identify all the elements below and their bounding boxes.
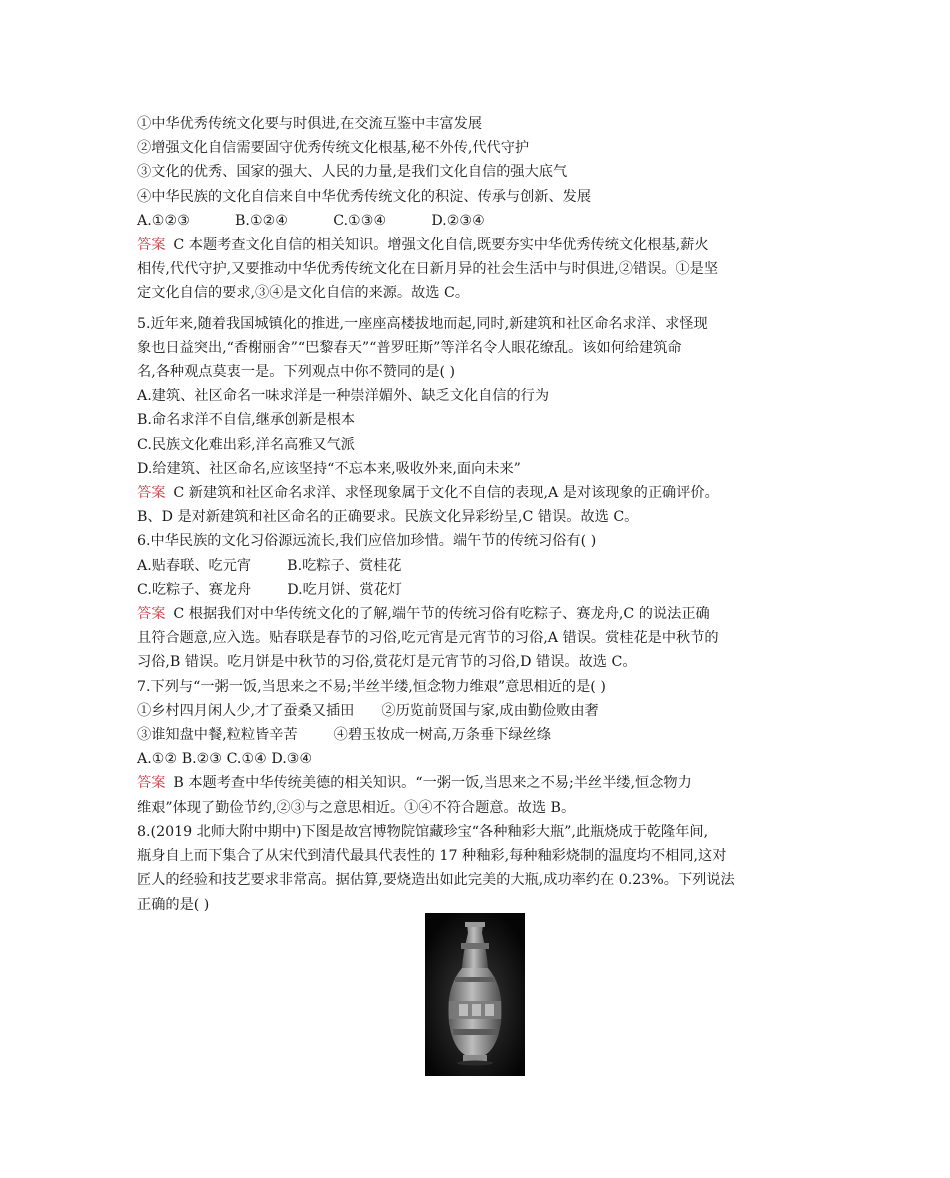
choice: B.命名求洋不自信,继承创新是根本 xyxy=(137,412,356,429)
choice: D.给建筑、社区命名,应该坚持“不忘本来,吸收外来,面向未来” xyxy=(137,460,521,477)
options: A.①② B.②③ C.①④ D.③④ xyxy=(137,751,313,768)
answer-label: 答案 xyxy=(137,237,166,254)
options: C.吃粽子、赛龙舟 D.吃月饼、赏花灯 xyxy=(137,581,402,598)
answer-line: B、D 是对新建筑和社区命名的正确要求。民族文化异彩纷呈,C 错误。故选 C。 xyxy=(137,509,639,526)
answer-line: 答案 C 根据我们对中华传统文化的了解,端午节的传统习俗有吃粽子、赛龙舟,C 的说法正确 xyxy=(137,606,710,623)
question-5 xyxy=(137,312,827,530)
vase-image xyxy=(425,913,525,1076)
document-page xyxy=(137,112,827,917)
vase-photo xyxy=(425,913,525,1076)
statement: ①乡村四月闲人少,才了蚕桑又插田 ②历览前贤国与家,成由勤俭败由奢 xyxy=(137,702,599,719)
choice: C.民族文化难出彩,洋名高雅又气派 xyxy=(137,436,355,453)
answer-line: 答案 B 本题考查中华传统美德的相关知识。“一粥一饭,当思来之不易;半丝半缕,恒念物力 xyxy=(137,775,692,792)
question-text: 象也日益突出,“香榭丽舍”“巴黎春天”“普罗旺斯”等洋名令人眼花缭乱。该如何给建筑命 xyxy=(137,339,682,356)
question-text: 7.下列与“一粥一饭,当思来之不易;半丝半缕,恒念物力维艰”意思相近的是( ) xyxy=(137,678,606,695)
answer-line: 且符合题意,应入选。贴春联是春节的习俗,吃元宵是元宵节的习俗,A 错误。赏桂花是中秋节的 xyxy=(137,630,719,647)
question-text: 6.中华民族的文化习俗源远流长,我们应倍加珍惜。端午节的传统习俗有( ) xyxy=(137,533,597,550)
question-text: 5.近年来,随着我国城镇化的推进,一座座高楼拔地而起,同时,新建筑和社区命名求洋、求怪现 xyxy=(137,315,708,332)
question-8 xyxy=(137,820,827,917)
question-text: 匠人的经验和技艺要求非常高。据估算,要烧造出如此完美的大瓶,成功率约在 0.23%。下列说法 xyxy=(137,872,735,889)
answer-label: 答案 xyxy=(137,606,166,623)
options: A.①②③ B.①②④ C.①③④ D.②③④ xyxy=(137,212,485,229)
question-text: 正确的是( ) xyxy=(137,896,210,913)
answer-line: 相传,代代守护,又要推动中华优秀传统文化在日新月异的社会生活中与时俱进,②错误。①是坚 xyxy=(137,261,719,278)
statement: ②增强文化自信需要固守优秀传统文化根基,秘不外传,代代守护 xyxy=(137,140,530,157)
answer-line: 定文化自信的要求,③④是文化自信的来源。故选 C。 xyxy=(137,285,470,302)
answer-line: 答案 C 新建筑和社区命名求洋、求怪现象属于文化不自信的表现,A 是对该现象的正确评价。 xyxy=(137,485,719,502)
answer-line: 习俗,B 错误。吃月饼是中秋节的习俗,赏花灯是元宵节的习俗,D 错误。故选 C。 xyxy=(137,654,637,671)
question-6 xyxy=(137,529,827,674)
question-text: 名,各种观点莫衷一是。下列观点中你不赞同的是( ) xyxy=(137,364,456,381)
answer-line: 答案 C 本题考查文化自信的相关知识。增强文化自信,既要夯实中华优秀传统文化根基,薪火 xyxy=(137,237,709,254)
question-7 xyxy=(137,675,827,820)
statement: ③文化的优秀、国家的强大、人民的力量,是我们文化自信的强大底气 xyxy=(137,164,568,181)
question-text: 8.(2019 北师大附中期中)下图是故宫博物院馆藏珍宝“各种釉彩大瓶”,此瓶烧成于乾隆年间, xyxy=(137,823,709,840)
question-4 xyxy=(137,112,827,306)
answer-label: 答案 xyxy=(137,775,166,792)
choice: A.建筑、社区命名一味求洋是一种崇洋媚外、缺乏文化自信的行为 xyxy=(137,388,550,405)
statement: ①中华优秀传统文化要与时俱进,在交流互鉴中丰富发展 xyxy=(137,116,483,132)
question-text: 瓶身自上而下集合了从宋代到清代最具代表性的 17 种釉彩,每种釉彩烧制的温度均不相同,这对 xyxy=(137,848,727,865)
statement: ③谁知盘中餐,粒粒皆辛苦 ④碧玉妆成一树高,万条垂下绿丝绦 xyxy=(137,727,551,744)
answer-line: 维艰”体现了勤俭节约,②③与之意思相近。①④不符合题意。故选 B。 xyxy=(137,799,576,816)
options: A.贴春联、吃元宵 B.吃粽子、赏桂花 xyxy=(137,557,402,574)
statement: ④中华民族的文化自信来自中华优秀传统文化的积淀、传承与创新、发展 xyxy=(137,188,592,205)
answer-label: 答案 xyxy=(137,485,166,502)
